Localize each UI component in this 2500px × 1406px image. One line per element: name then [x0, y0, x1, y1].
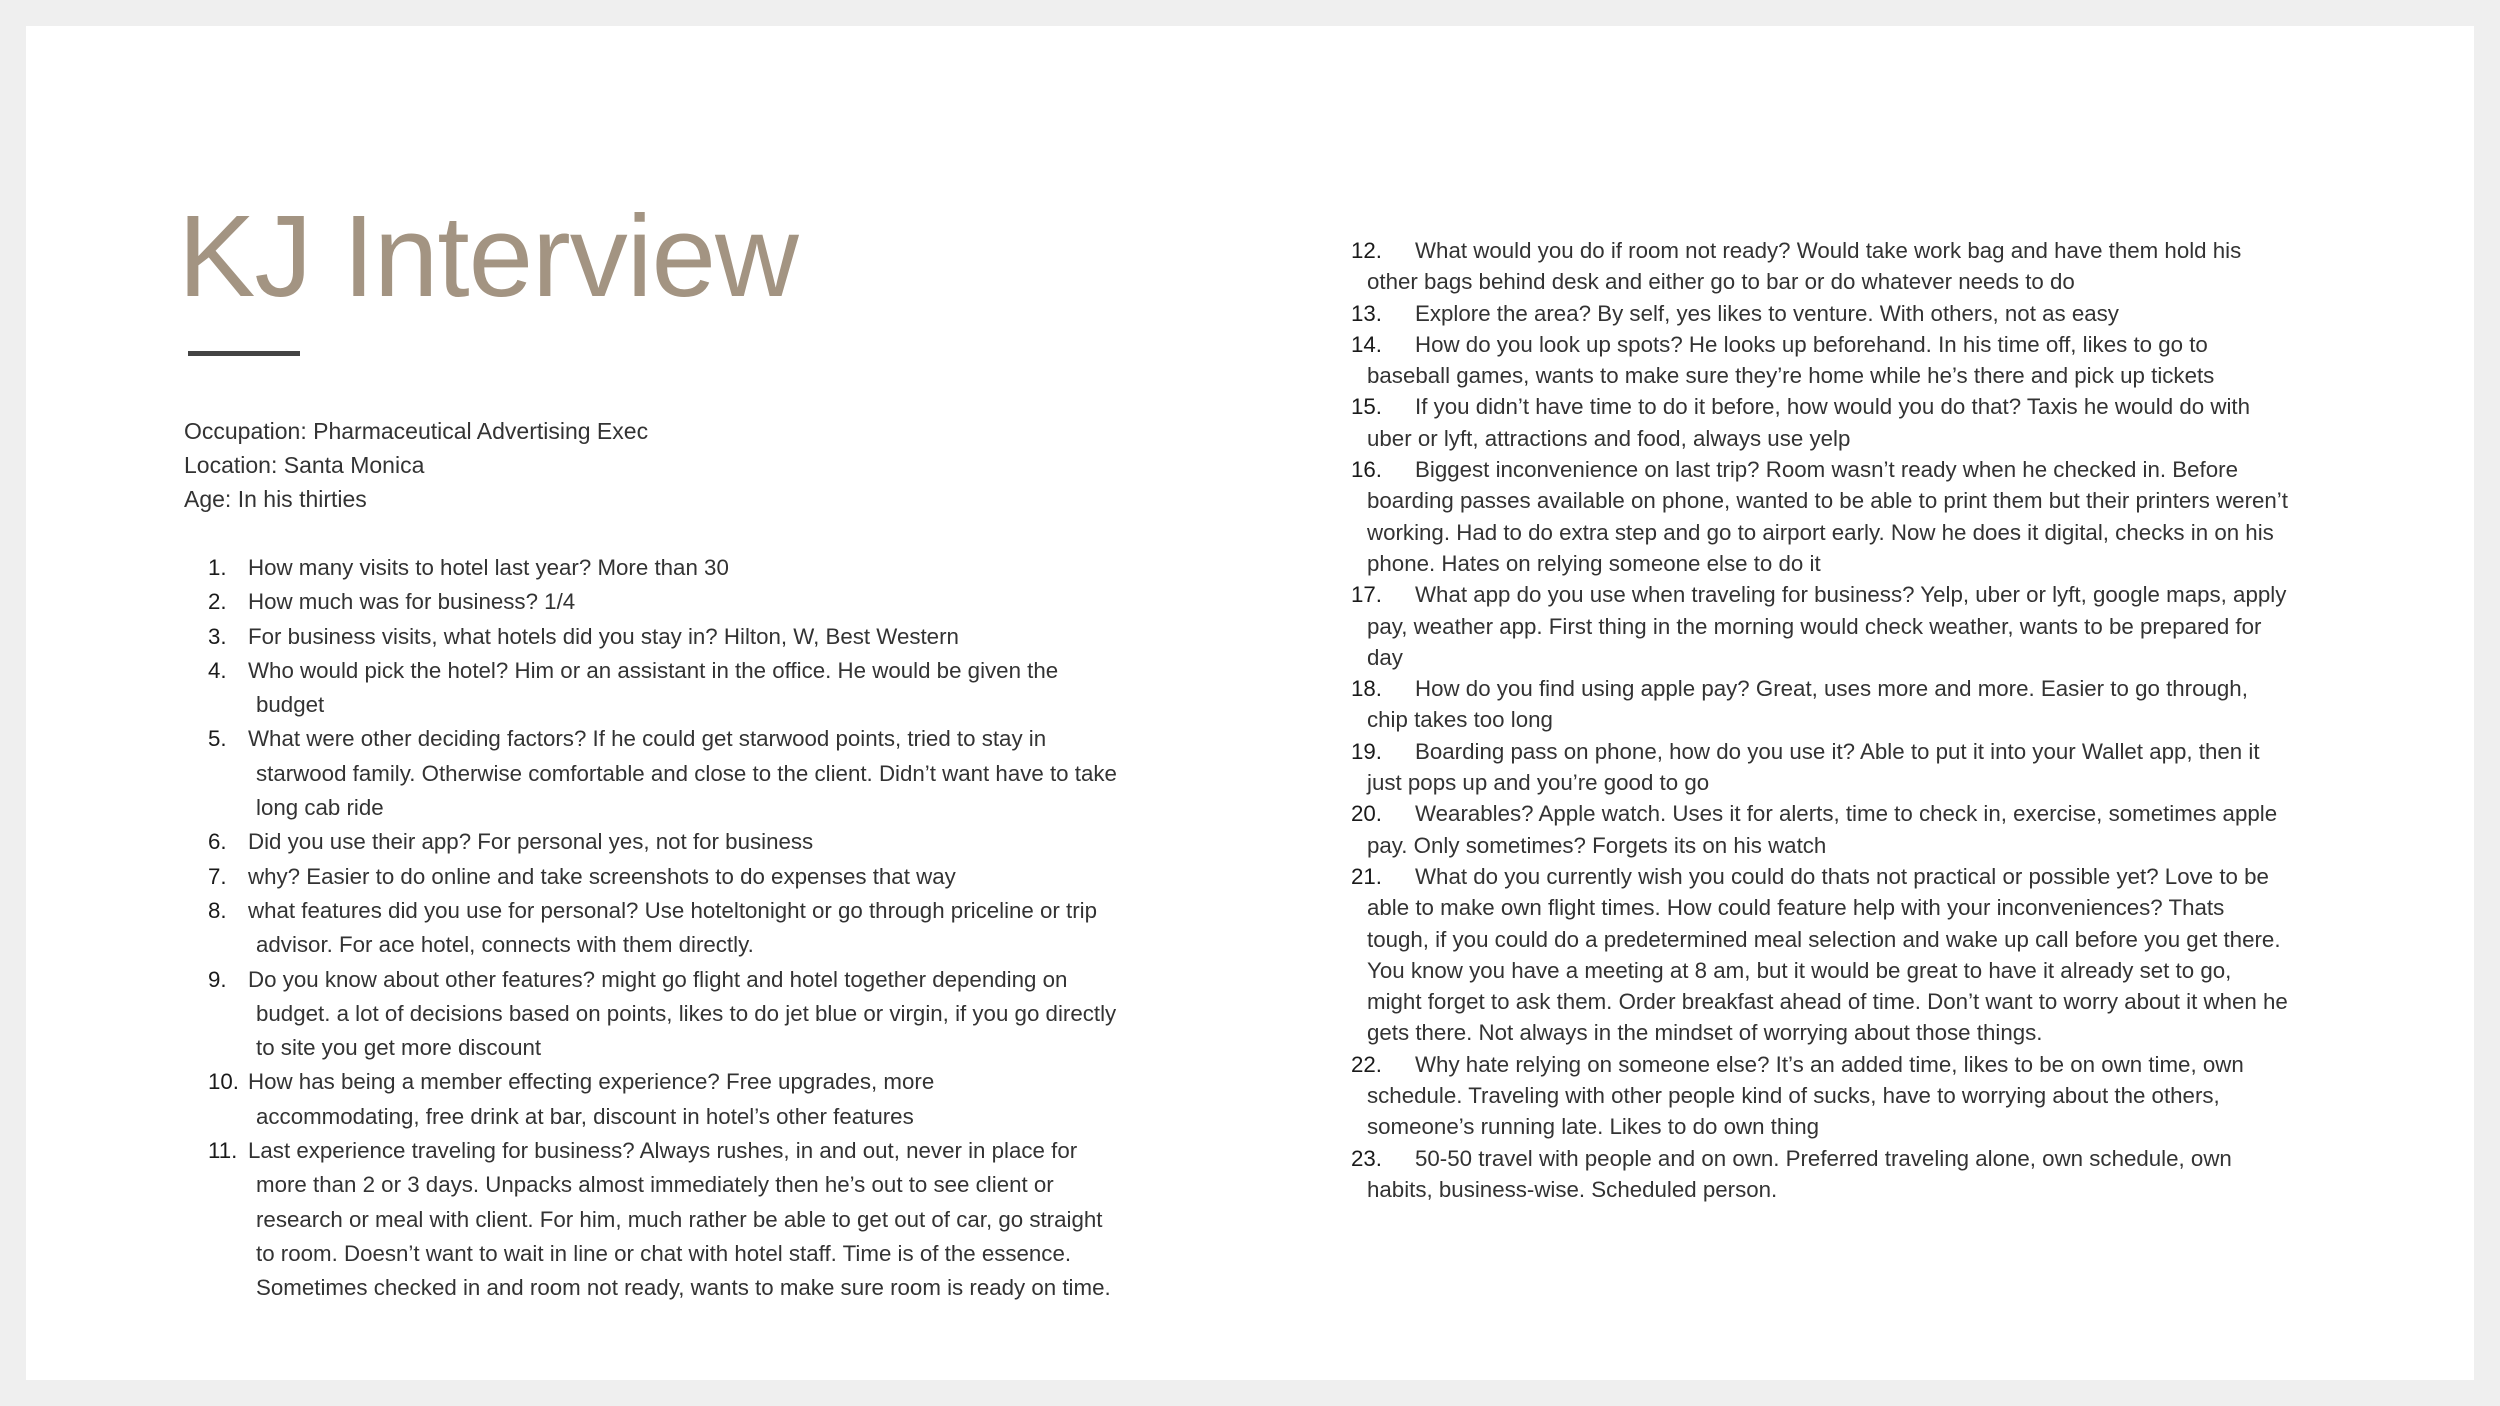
question-first-line [1351, 298, 2288, 329]
question-text: Last experience traveling for business? Always rushes, in and out, never in place for [248, 1138, 1078, 1164]
question-first-line [208, 825, 1117, 859]
question-text: For business visits, what hotels did you stay in? Hilton, W, Best Western [248, 623, 959, 649]
question-number: 16. [1351, 457, 1382, 483]
question-first-line [208, 963, 1117, 997]
question-number: 6. [208, 829, 227, 855]
question-text-continued: pay. Only sometimes? Forgets its on his watch [1367, 832, 1827, 858]
question-text-continued: to site you get more discount [256, 1035, 542, 1061]
question-text: How has being a member effecting experience? Free upgrades, more [248, 1069, 935, 1095]
question-text: Wearables? Apple watch. Uses it for alerts, time to check in, exercise, sometimes apple [1415, 801, 2278, 827]
question-text-continued: research or meal with client. For him, much rather be able to get out of car, go straight [256, 1206, 1103, 1232]
question-first-line [1351, 1049, 2288, 1080]
question-number: 7. [208, 863, 227, 889]
title-divider [188, 351, 300, 356]
question-item [1351, 1049, 2288, 1143]
question-first-line [1351, 673, 2288, 704]
question-first-line [208, 585, 1117, 619]
question-text-continued: pay, weather app. First thing in the morning would check weather, wants to be prepared for [1367, 613, 2262, 639]
question-text-continued: budget. a lot of decisions based on points, likes to do jet blue or virgin, if you go directly [256, 1000, 1117, 1026]
question-number: 2. [208, 589, 227, 615]
question-item [1351, 1143, 2288, 1206]
question-item [208, 1134, 1117, 1305]
question-text: How many visits to hotel last year? More than 30 [248, 555, 729, 580]
question-first-line [1351, 235, 2288, 266]
question-number: 1. [208, 555, 227, 580]
question-item [1351, 298, 2288, 329]
question-text: What do you currently wish you could do thats not practical or possible yet? Love to be [1415, 863, 2269, 889]
question-text: What would you do if room not ready? Would take work bag and have them hold his [1415, 238, 2242, 263]
question-item [208, 620, 1117, 654]
question-text-continued: advisor. For ace hotel, connects with them directly. [256, 932, 754, 958]
question-item [208, 825, 1117, 859]
occupation-line: Occupation: Pharmaceutical Advertising Exec [184, 418, 649, 444]
slide-title: KJ Interview [178, 191, 798, 321]
question-text-continued: habits, business-wise. Scheduled person. [1367, 1176, 1778, 1202]
question-text: If you didn’t have time to do it before, how would you do that? Taxis he would do with [1415, 394, 2250, 420]
question-text: Biggest inconvenience on last trip? Room wasn’t ready when he checked in. Before [1415, 457, 2238, 483]
question-item [208, 860, 1117, 894]
question-text-continued: baseball games, wants to make sure they’re home while he’s there and pick up tickets [1367, 363, 2215, 389]
question-item [1351, 736, 2288, 799]
question-first-line [208, 894, 1117, 928]
question-first-line [208, 860, 1117, 894]
question-first-line [208, 620, 1117, 654]
question-number: 14. [1351, 331, 1382, 357]
question-text-continued: gets there. Not always in the mindset of worrying about those things. [1367, 1020, 2043, 1046]
question-text: Explore the area? By self, yes likes to venture. With others, not as easy [1415, 300, 2119, 326]
question-item [1351, 579, 2288, 673]
question-first-line [208, 1134, 1117, 1168]
question-text: Do you know about other features? might go flight and hotel together depending on [248, 966, 1068, 992]
question-number: 9. [208, 966, 227, 992]
question-item [1351, 391, 2288, 454]
question-text: How do you look up spots? He looks up beforehand. In his time off, likes to go to [1415, 331, 2208, 357]
question-number: 18. [1351, 676, 1382, 702]
question-text-continued: other bags behind desk and either go to bar or do whatever needs to do [1367, 269, 2075, 295]
question-text-continued: accommodating, free drink at bar, discount in hotel’s other features [256, 1103, 914, 1129]
question-first-line [1351, 454, 2288, 485]
question-list-right [1351, 235, 2288, 1205]
question-item [208, 1065, 1117, 1134]
question-text-continued: tough, if you could do a predetermined meal selection and wake up call before you get there. [1367, 926, 2281, 952]
question-text: Did you use their app? For personal yes, not for business [248, 829, 814, 855]
age-line: Age: In his thirties [184, 486, 367, 512]
question-item [1351, 454, 2288, 579]
location-line: Location: Santa Monica [184, 452, 425, 478]
question-text: What were other deciding factors? If he could get starwood points, tried to stay in [248, 726, 1047, 752]
question-number: 22. [1351, 1051, 1382, 1077]
question-text-continued: boarding passes available on phone, wanted to be able to print them but their printers weren’t [1367, 488, 2288, 514]
question-item [1351, 861, 2288, 1049]
question-text: How do you find using apple pay? Great, uses more and more. Easier to go through, [1415, 676, 2248, 702]
question-text: Why hate relying on someone else? It’s an added time, likes to be on own time, own [1415, 1051, 2244, 1077]
question-text-continued: schedule. Traveling with other people kind of sucks, have to worrying about the others, [1367, 1083, 2220, 1109]
question-first-line [1351, 1143, 2288, 1174]
question-number: 19. [1351, 738, 1382, 764]
question-text-continued: You know you have a meeting at 8 am, but it would be great to have it already set to go, [1367, 957, 2232, 983]
question-item [1351, 235, 2288, 298]
question-item [208, 585, 1117, 619]
question-item [1351, 798, 2288, 861]
question-number: 4. [208, 657, 227, 683]
question-number: 17. [1351, 582, 1382, 608]
question-text-continued: day [1367, 644, 1403, 670]
question-item [208, 963, 1117, 1066]
question-text: What app do you use when traveling for business? Yelp, uber or lyft, google maps, apply [1415, 582, 2287, 608]
question-number: 21. [1351, 863, 1382, 889]
question-first-line [1351, 329, 2288, 360]
question-text-continued: long cab ride [256, 795, 384, 821]
question-number: 8. [208, 897, 227, 923]
question-text-continued: chip takes too long [1367, 707, 1553, 733]
question-text: what features did you use for personal? Use hoteltonight or go through priceline or trip [248, 897, 1098, 923]
question-first-line [1351, 391, 2288, 422]
question-text-continued: starwood family. Otherwise comfortable and close to the client. Didn’t want have to take [256, 760, 1117, 786]
question-text: why? Easier to do online and take screenshots to do expenses that way [248, 863, 956, 889]
question-item [208, 654, 1117, 723]
question-first-line [208, 722, 1117, 756]
question-number: 23. [1351, 1145, 1382, 1171]
question-item [1351, 329, 2288, 392]
question-text: How much was for business? 1/4 [248, 589, 576, 615]
question-item [208, 551, 1117, 585]
question-number: 13. [1351, 300, 1382, 326]
question-first-line [1351, 736, 2288, 767]
question-text-continued: just pops up and you’re good to go [1367, 770, 1710, 796]
question-item [208, 722, 1117, 825]
question-text-continued: more than 2 or 3 days. Unpacks almost immediately then he’s out to see client or [256, 1172, 1054, 1198]
question-text-continued: someone’s running late. Likes to do own thing [1367, 1114, 1820, 1140]
question-number: 10. [208, 1069, 239, 1095]
question-number: 20. [1351, 801, 1382, 827]
interviewee-profile [184, 414, 648, 516]
question-text: 50-50 travel with people and on own. Preferred traveling alone, own schedule, own [1415, 1145, 2232, 1171]
slide [26, 26, 2474, 1380]
question-item [208, 894, 1117, 963]
question-first-line [208, 551, 1117, 585]
question-text-continued: able to make own flight times. How could feature help with your inconveniences? Thats [1367, 895, 2225, 921]
question-list-left [208, 551, 1117, 1306]
question-first-line [1351, 798, 2288, 829]
question-text: Boarding pass on phone, how do you use it? Able to put it into your Wallet app, then it [1415, 738, 2260, 764]
question-text-continued: budget [256, 692, 325, 718]
question-number: 12. [1351, 238, 1382, 263]
question-number: 15. [1351, 394, 1382, 420]
question-text: Who would pick the hotel? Him or an assistant in the office. He would be given the [248, 657, 1059, 683]
question-number: 3. [208, 623, 227, 649]
question-item [1351, 673, 2288, 736]
question-text-continued: Sometimes checked in and room not ready, wants to make sure room is ready on time. [256, 1275, 1111, 1301]
question-number: 5. [208, 726, 227, 752]
question-text-continued: phone. Hates on relying someone else to do it [1367, 550, 1821, 576]
question-first-line [1351, 579, 2288, 610]
question-first-line [208, 654, 1117, 688]
question-number: 11. [208, 1138, 238, 1164]
question-text-continued: might forget to ask them. Order breakfast ahead of time. Don’t want to worry about it when he [1367, 989, 2288, 1015]
question-text-continued: working. Had to do extra step and go to airport early. Now he does it digital, checks in on his [1367, 519, 2274, 545]
question-first-line [208, 1065, 1117, 1099]
question-first-line [1351, 861, 2288, 892]
question-text-continued: uber or lyft, attractions and food, always use yelp [1367, 425, 1851, 451]
question-text-continued: to room. Doesn’t want to wait in line or chat with hotel staff. Time is of the essence. [256, 1240, 1072, 1266]
